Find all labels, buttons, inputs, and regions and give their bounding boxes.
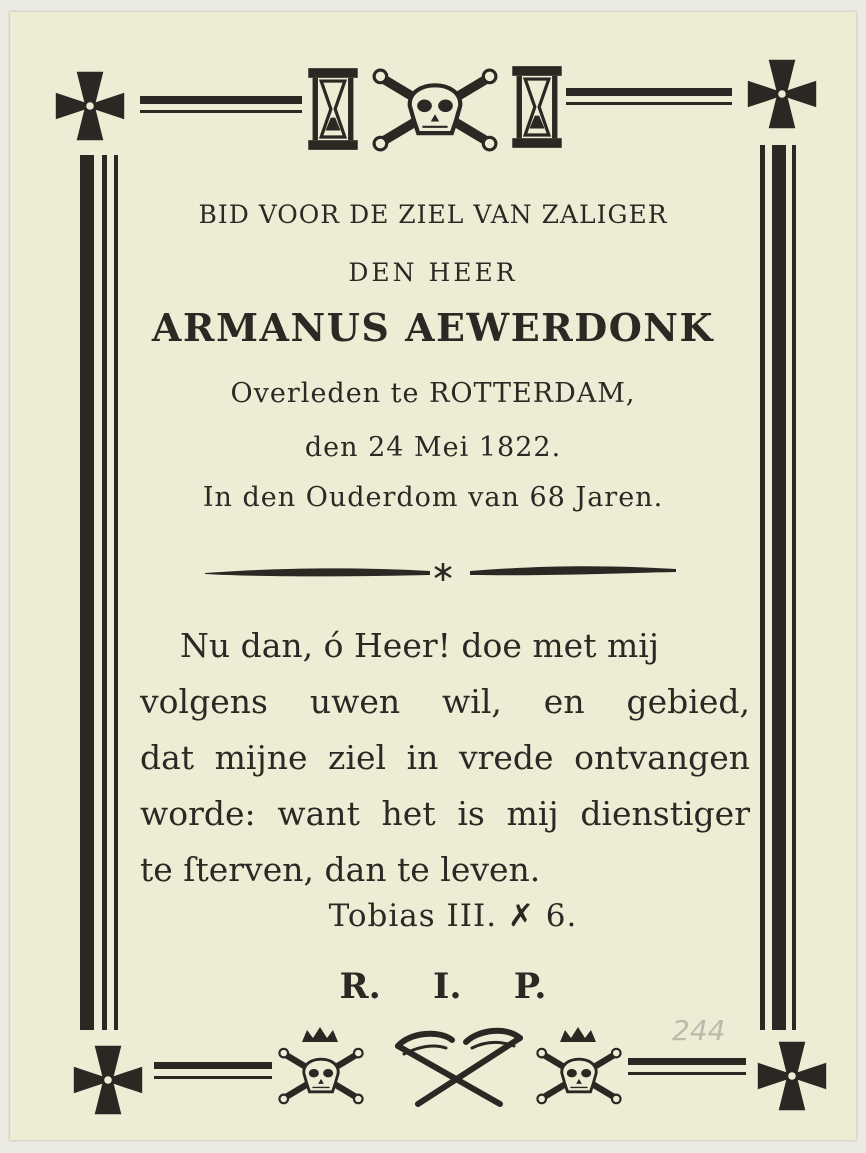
header-line-2: DEN HEER xyxy=(348,258,518,287)
verse-line: volgens uwen wil, en gebied, xyxy=(140,682,750,721)
prayer-verse xyxy=(140,618,750,898)
death-date: den 24 Mei 1822. xyxy=(304,432,562,463)
crowned-skull-icon xyxy=(279,1027,362,1103)
deceased-name: ARMANUS AEWERDONK xyxy=(151,305,715,350)
header-line-1: BID VOOR DE ZIEL VAN ZALIGER xyxy=(198,200,668,229)
verse-line: dat mijne ziel in vrede ontvangen xyxy=(140,738,750,777)
age-at-death: In den Ouderdom van 68 Jaren. xyxy=(202,482,664,513)
scripture-reference: Tobias III. ✗ 6. xyxy=(328,898,578,934)
maltese-cross-icon xyxy=(748,60,816,128)
crowned-skull-icon xyxy=(537,1027,620,1103)
death-place: Overleden te ROTTERDAM, xyxy=(230,378,636,409)
verse-line: worde: want het is mij dienstiger xyxy=(140,794,750,833)
rip-closing: R. I. P. xyxy=(339,966,547,1007)
hourglass-icon xyxy=(512,66,561,148)
hourglass-icon xyxy=(308,68,357,150)
maltese-cross-icon xyxy=(74,1046,142,1114)
verse-line: te ſterven, dan te leven. xyxy=(140,850,541,889)
asterisk-ornament xyxy=(435,563,451,581)
maltese-cross-icon xyxy=(758,1042,826,1110)
pencil-note: 244 xyxy=(672,1014,726,1047)
skull-crossbones-icon xyxy=(374,70,496,150)
maltese-cross-icon xyxy=(56,72,124,140)
scythes-icon xyxy=(398,1031,520,1104)
verse-line: Nu dan, ó Heer! doe met mij xyxy=(180,626,660,665)
